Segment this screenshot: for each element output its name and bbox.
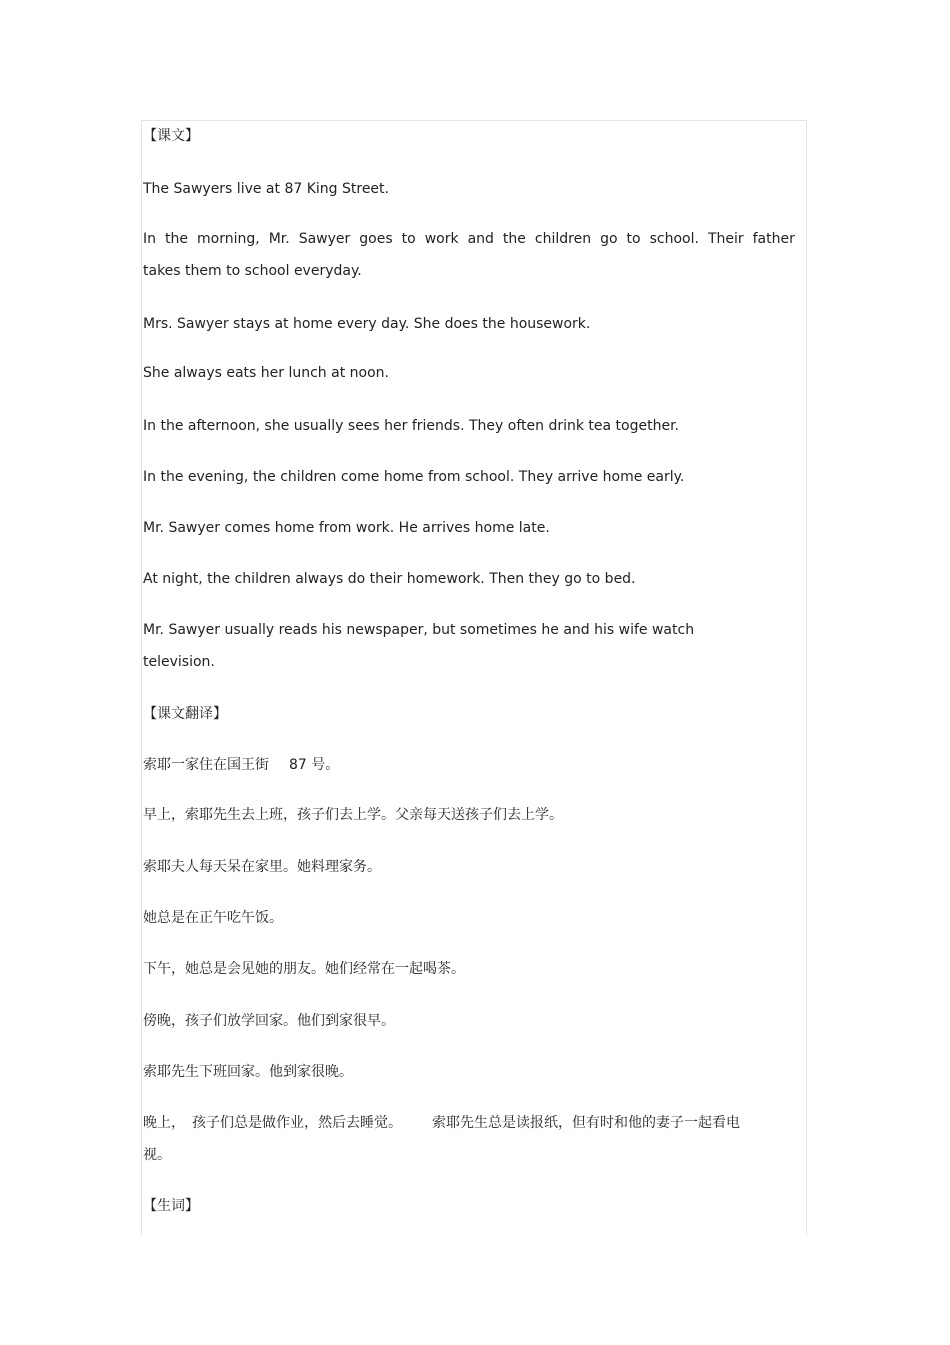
lesson-line: television. (143, 654, 215, 670)
word: father (752, 231, 795, 247)
lesson-justified-line (143, 230, 795, 248)
lesson-line: Mr. Sawyer comes home from work. He arrives home late. (143, 520, 550, 536)
word: work (424, 231, 459, 247)
word: go (600, 231, 618, 247)
translation-text: 孩子们总是做作业，然后去睡觉。 (192, 1115, 402, 1131)
word: and (467, 231, 494, 247)
translation-heading: 【课文翻译】 (143, 706, 227, 722)
word: to (626, 231, 641, 247)
word: goes (359, 231, 393, 247)
word: children (534, 231, 592, 247)
translation-line: 索耶夫人每天呆在家里。她料理家务。 (143, 859, 381, 875)
translation-text: 晚上， (143, 1115, 185, 1131)
word: Mr. (268, 231, 290, 247)
word: morning, (197, 231, 260, 247)
translation-line: 视。 (143, 1147, 171, 1163)
lesson-line: Mr. Sawyer usually reads his newspaper, but sometimes he and his wife watch (143, 622, 695, 638)
lesson-line: takes them to school everyday. (143, 263, 362, 279)
translation-text: 87 号。 (289, 757, 340, 773)
word: the (165, 231, 188, 247)
lesson-line: In the evening, the children come home from school. They arrive home early. (143, 469, 685, 485)
word: school. (649, 231, 699, 247)
word: Sawyer (298, 231, 351, 247)
translation-line (143, 756, 339, 774)
lesson-line: She always eats her lunch at noon. (143, 365, 389, 381)
translation-line: 下午，她总是会见她的朋友。她们经常在一起喝茶。 (143, 961, 465, 977)
word: the (502, 231, 526, 247)
translation-line: 早上，索耶先生去上班，孩子们去上学。父亲每天送孩子们去上学。 (143, 807, 563, 823)
lesson-heading: 【课文】 (143, 128, 199, 144)
lesson-line: In the afternoon, she usually sees her friends. They often drink tea together. (143, 418, 679, 434)
lesson-line: At night, the children always do their homework. Then they go to bed. (143, 571, 636, 587)
vocab-heading: 【生词】 (143, 1198, 199, 1214)
translation-line: 索耶先生下班回家。他到家很晚。 (143, 1064, 353, 1080)
translation-line: 傍晚，孩子们放学回家。他们到家很早。 (143, 1013, 395, 1029)
lesson-line: Mrs. Sawyer stays at home every day. She does the housework. (143, 316, 591, 332)
translation-line (143, 1114, 740, 1132)
word: Their (707, 231, 744, 247)
word: In (143, 231, 157, 247)
translation-text: 索耶一家住在国王街 (143, 757, 269, 773)
translation-text: 索耶先生总是读报纸，但有时和他的妻子一起看电 (432, 1115, 740, 1131)
translation-line: 她总是在正午吃午饭。 (143, 910, 283, 926)
lesson-line: The Sawyers live at 87 King Street. (143, 181, 389, 197)
word: to (401, 231, 416, 247)
